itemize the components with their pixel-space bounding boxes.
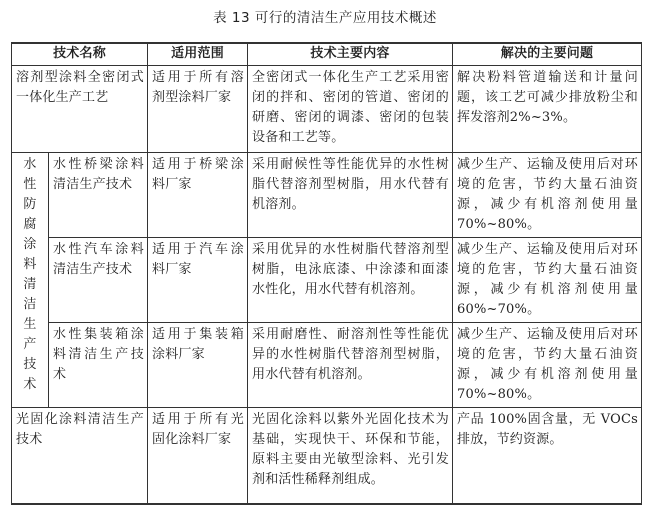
row-problem: 解决粉料管道输送和计量问题，该工艺可减少排放粉尘和挥发溶剂2%~3%。 bbox=[453, 65, 642, 152]
group-label-char: 水 bbox=[23, 156, 37, 172]
group-label-char: 涂 bbox=[23, 236, 37, 252]
row-scope: 适用于桥梁涂料厂家 bbox=[148, 152, 248, 237]
row-scope: 适用于所有溶剂型涂料厂家 bbox=[148, 65, 248, 152]
row-scope: 适用于集装箱涂料厂家 bbox=[148, 322, 248, 407]
row-content: 采用优异的水性树脂代替溶剂型树脂，电泳底漆、中涂漆和面漆水性化，用水代替有机溶剂。 bbox=[248, 237, 453, 322]
group-label-char: 术 bbox=[23, 376, 37, 392]
table-row bbox=[12, 65, 642, 152]
table-header-row bbox=[12, 43, 642, 65]
group-label-waterborne bbox=[12, 152, 49, 407]
row-content: 采用耐候性等性能优异的水性树脂代替溶剂型树脂，用水代替有机溶剂。 bbox=[248, 152, 453, 237]
row-content: 全密闭式一体化生产工艺采用密闭的拌和、密闭的管道、密闭的研磨、密闭的调漆、密闭的包装设备和工艺等。 bbox=[248, 65, 453, 152]
row-scope: 适用于汽车涂料厂家 bbox=[148, 237, 248, 322]
row-name: 水性汽车涂料清洁生产技术 bbox=[49, 237, 148, 322]
group-label-char: 性 bbox=[23, 176, 37, 192]
row-problem: 减少生产、运输及使用后对环境的危害，节约大量石油资源，减少有机溶剂使用量 70%~80%。 bbox=[453, 322, 642, 407]
row-name: 水性集装箱涂料清洁生产技术 bbox=[49, 322, 148, 407]
row-scope: 适用于所有光固化涂料厂家 bbox=[148, 407, 248, 504]
group-label-char: 技 bbox=[23, 356, 37, 372]
table-row bbox=[12, 322, 642, 407]
header-content: 技术主要内容 bbox=[248, 43, 453, 65]
header-scope: 适用范围 bbox=[148, 43, 248, 65]
row-problem: 减少生产、运输及使用后对环境的危害，节约大量石油资源，减少有机溶剂使用量 60%~70%。 bbox=[453, 237, 642, 322]
row-problem: 产品 100%固含量，无 VOCs 排放，节约资源。 bbox=[453, 407, 642, 504]
group-label-char: 产 bbox=[23, 336, 37, 352]
technology-table bbox=[11, 42, 642, 505]
header-problem: 解决的主要问题 bbox=[453, 43, 642, 65]
table-row bbox=[12, 407, 642, 504]
table-row bbox=[12, 237, 642, 322]
group-label-char: 腐 bbox=[23, 216, 37, 232]
row-name: 溶剂型涂料全密闭式一体化生产工艺 bbox=[12, 65, 148, 152]
table-caption: 表 13 可行的清洁生产应用技术概述 bbox=[213, 10, 437, 26]
row-content: 光固化涂料以紫外光固化技术为基础，实现快干、环保和节能，原料主要由光敏型涂料、光引发剂和活性稀释剂组成。 bbox=[248, 407, 453, 504]
group-label-char: 生 bbox=[23, 316, 37, 332]
group-label-char: 料 bbox=[23, 256, 37, 272]
group-label-char: 防 bbox=[23, 196, 37, 212]
group-label-char: 清 bbox=[23, 276, 37, 292]
row-problem: 减少生产、运输及使用后对环境的危害，节约大量石油资源，减少有机溶剂使用量 70%~80%。 bbox=[453, 152, 642, 237]
table-row bbox=[12, 152, 642, 237]
header-technology-name: 技术名称 bbox=[12, 43, 148, 65]
group-label-char: 洁 bbox=[23, 296, 37, 312]
row-content: 采用耐磨性、耐溶剂性等性能优异的水性树脂代替溶剂型树脂，用水代替有机溶剂。 bbox=[248, 322, 453, 407]
row-name: 水性桥梁涂料清洁生产技术 bbox=[49, 152, 148, 237]
row-name: 光固化涂料清洁生产技术 bbox=[12, 407, 148, 504]
